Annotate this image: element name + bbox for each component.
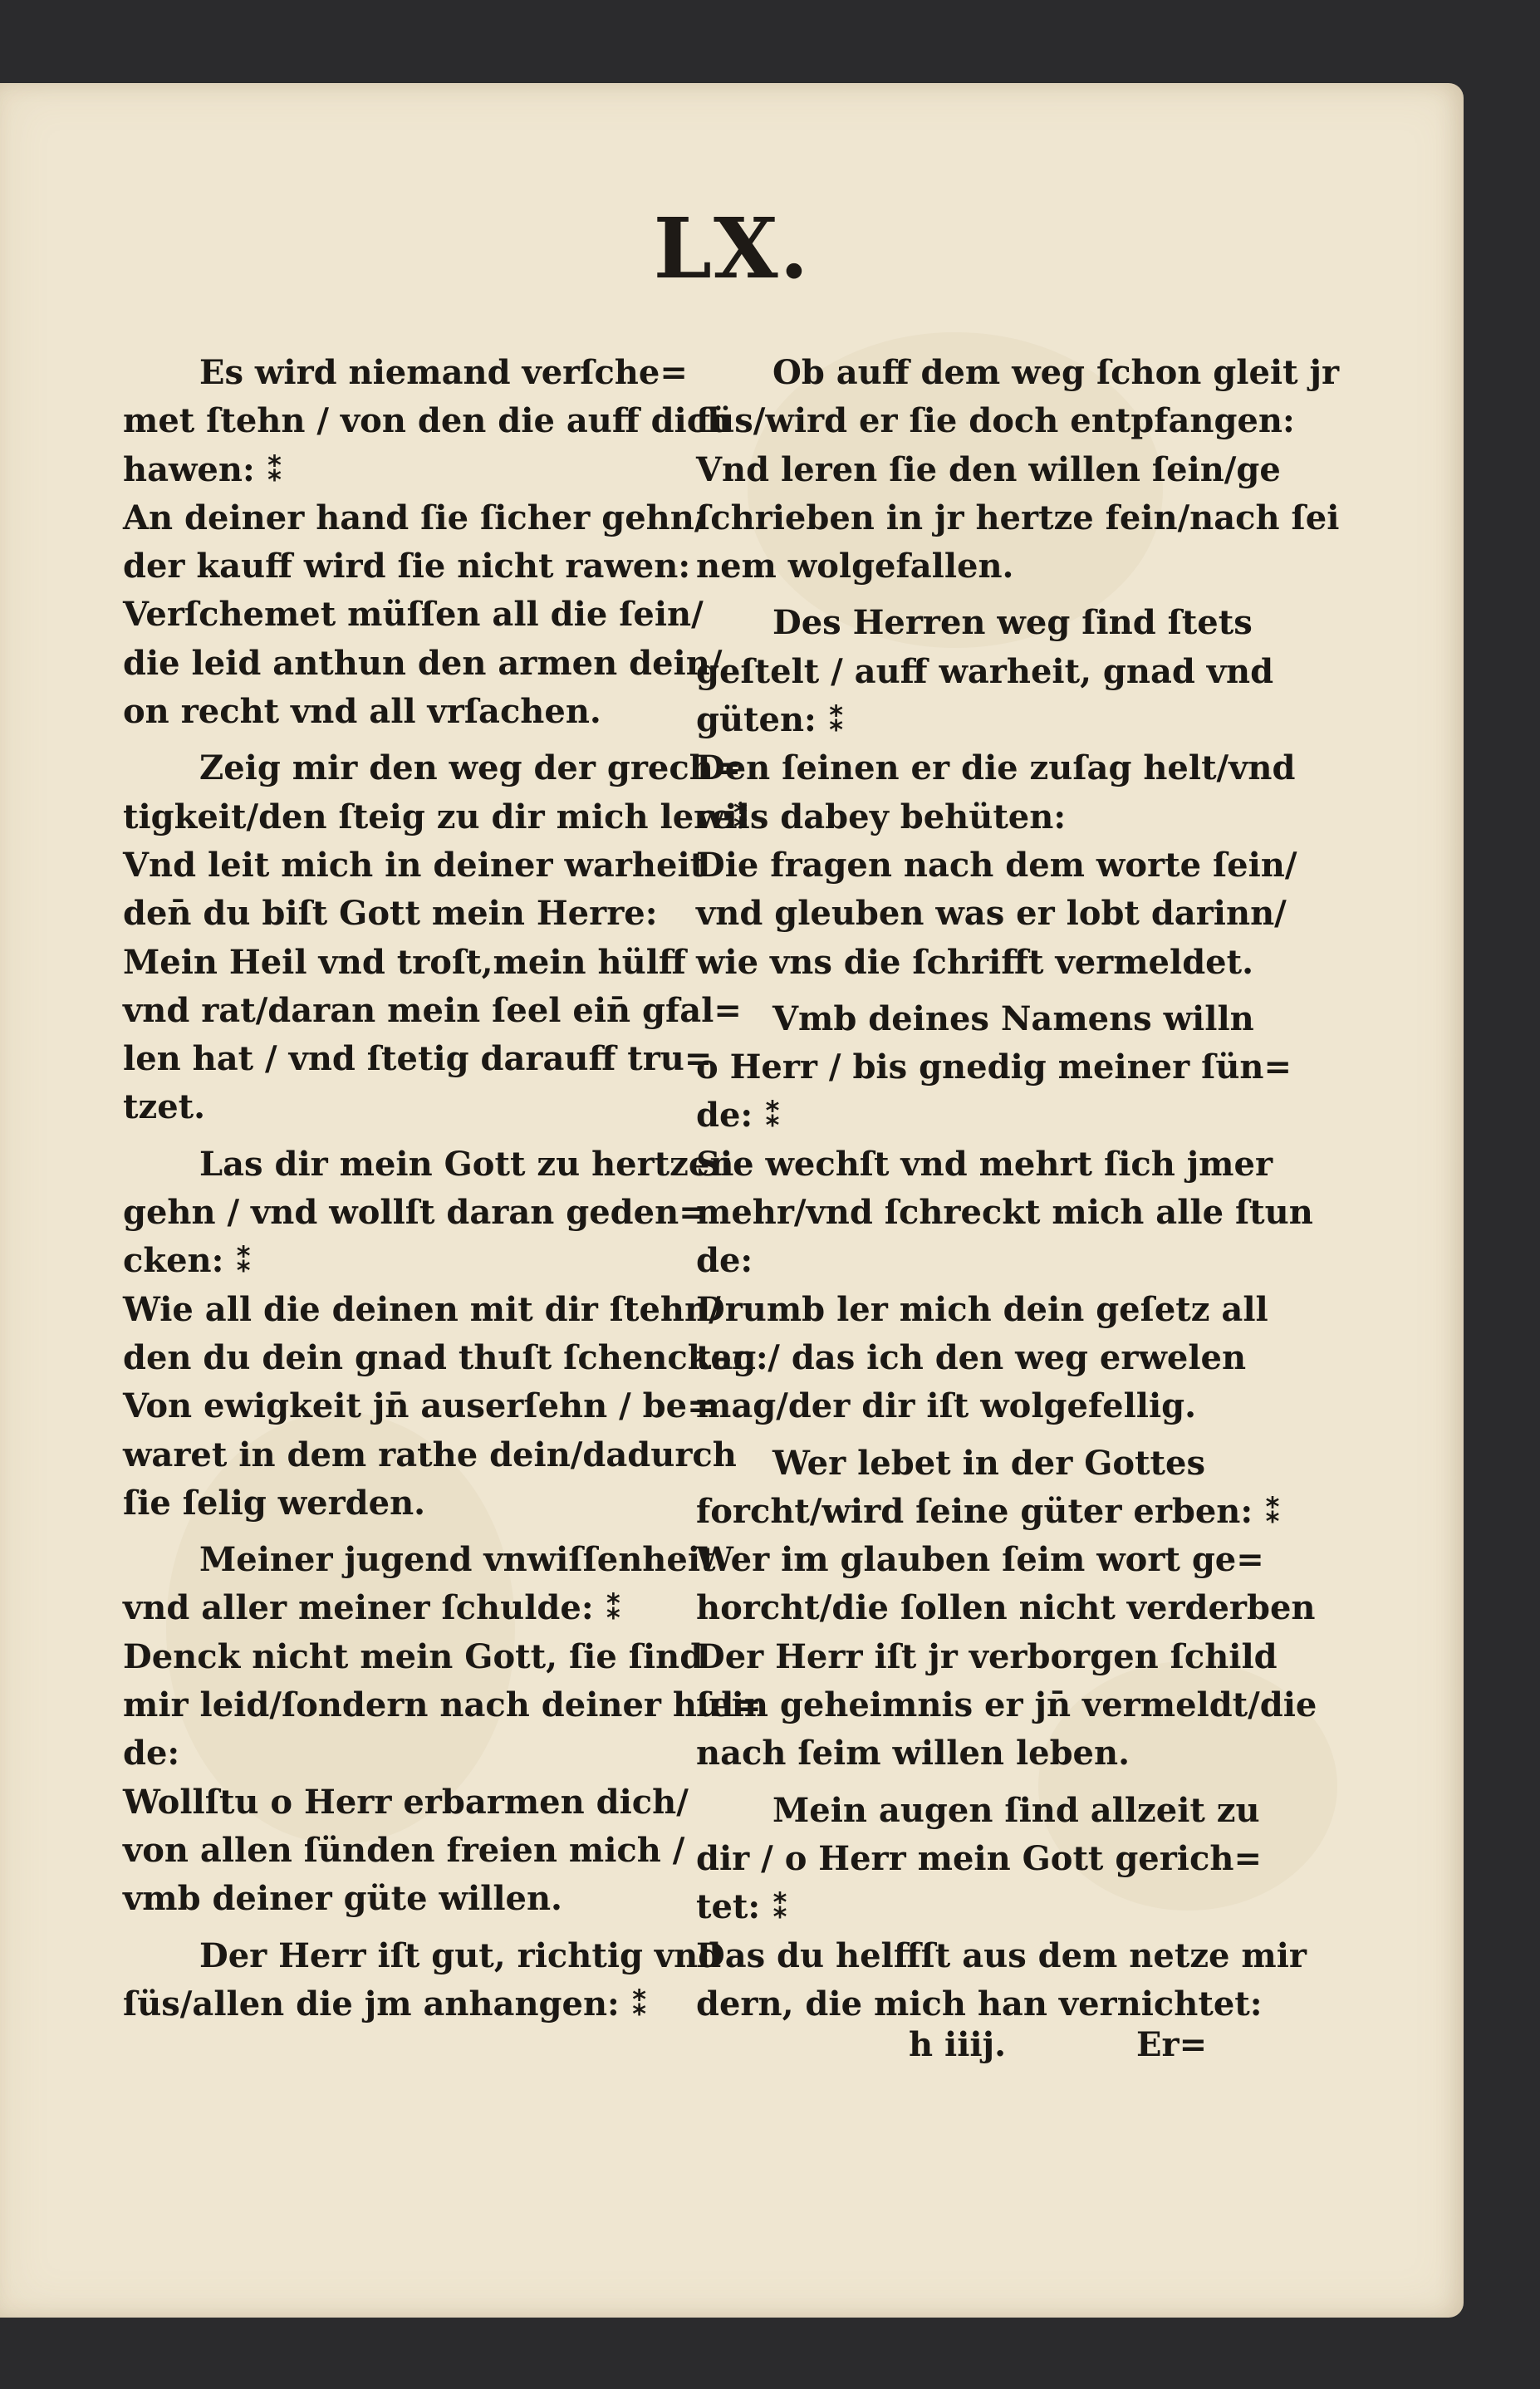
stanza [696, 1440, 1317, 1778]
text-line: nach ſeim willen leben. [696, 1734, 1130, 1773]
text-line: wils dabey behüten: [696, 797, 1067, 836]
text-line: Von ewigkeit jn̄ auserſehn / be= [123, 1386, 715, 1426]
text-line: Verſchemet müſſen all die ſein/ [123, 595, 704, 635]
text-line: o Herr / bis gnedig meiner ſün= [696, 1047, 1292, 1087]
text-line: Wollſtu o Herr erbarmen dich/ [123, 1782, 689, 1822]
text-line: Vnd leren ſie den willen ſein/ge [696, 449, 1281, 489]
stanza [123, 1141, 768, 1528]
stanza [123, 744, 750, 1131]
text-line: Wer lebet in der Gottes [772, 1443, 1205, 1483]
text-line: Wie all die deinen mit dir ſtehn/ [123, 1289, 721, 1329]
stanza [696, 599, 1297, 986]
text-line: geſtelt / auff warheit, gnad vnd [696, 651, 1274, 691]
text-line: tet: ⁑ [696, 1887, 790, 1927]
text-line: der kauff wird ſie nicht rawen: [123, 547, 691, 586]
text-line: de: ⁑ [696, 1096, 782, 1136]
text-line: die leid anthun den armen dein/ [123, 643, 723, 683]
text-line: de: [123, 1734, 180, 1773]
text-line: Des Herren weg ſind ſtets [772, 603, 1253, 643]
stanza [696, 349, 1340, 591]
text-line: hawen: ⁑ [123, 449, 284, 489]
text-line: den du dein gnad thuſt ſchencken: [123, 1337, 768, 1377]
text-line: den̄ du biſt Gott mein Herre: [123, 894, 658, 934]
text-line: Meiner jugend vnwiſſenheit [199, 1540, 716, 1580]
text-line: dir / o Herr mein Gott gerich= [696, 1838, 1262, 1878]
text-line: tzet. [123, 1087, 206, 1127]
text-line: vmb deiner güte willen. [123, 1879, 562, 1919]
text-line: forcht/wird ſeine güter erben: ⁑ [696, 1491, 1282, 1531]
text-line: on recht vnd all vrſachen. [123, 692, 601, 732]
text-line: Vmb deines Namens willn [772, 998, 1254, 1038]
text-line: Zeig mir den weg der grech= [199, 748, 742, 788]
text-line: mag/der dir iſt wolgefellig. [696, 1386, 1197, 1426]
text-line: Wer im glauben ſeim wort ge= [696, 1540, 1264, 1580]
text-line: Das du helffſt aus dem netze mir [696, 1935, 1307, 1975]
text-line: füs/wird er ſie doch entpfangen: [696, 401, 1295, 441]
text-line: Denck nicht mein Gott, ſie ſind [123, 1636, 704, 1676]
text-line: Ob auff dem weg ſchon gleit jr [772, 353, 1340, 392]
text-line: Den ſeinen er die zuſag helt/vnd [696, 748, 1296, 788]
text-line: Es wird niemand verſche= [199, 353, 688, 392]
text-line: gehn / vnd wollſt daran geden= [123, 1193, 707, 1233]
text-line: Der Herr iſt jr verborgen ſchild [696, 1636, 1278, 1676]
signature-mark: h iiij. [909, 2025, 1006, 2064]
text-line: met ſtehn / von den die auff dich [123, 401, 732, 441]
text-line: Las dir mein Gott zu hertzen [199, 1144, 734, 1184]
text-line: Sie wechſt vnd mehrt ſich jmer [696, 1144, 1273, 1184]
text-line: ſchrieben in jr hertze fein/nach ſei [696, 498, 1340, 537]
text-line: dern, die mich han vernichtet: [696, 1984, 1263, 2024]
text-line: güten: ⁑ [696, 700, 846, 740]
text-line: waret in dem rathe dein/dadurch [123, 1435, 737, 1474]
text-line: vnd gleuben was er lobt darinn/ [696, 894, 1287, 934]
text-line: horcht/die ſollen nicht verderben [696, 1588, 1316, 1628]
text-line: Der Herr iſt gut, richtig vnd [199, 1935, 722, 1975]
text-line: nem wolgefallen. [696, 547, 1014, 586]
text-line: vnd aller meiner ſchulde: ⁑ [123, 1588, 623, 1628]
text-line: cken: ⁑ [123, 1241, 253, 1281]
text-line: vnd rat/daran mein ſeel ein̄ gfal= [123, 990, 742, 1030]
text-line: An deiner hand ſie ſicher gehn/ [123, 498, 707, 537]
text-line: tag / das ich den weg erwelen [696, 1337, 1247, 1377]
text-line: tigkeit/den ſteig zu dir mich lere⁑ [123, 797, 750, 836]
text-line: Mein augen ſind allzeit zu [772, 1790, 1260, 1830]
text-line: ſüs/allen die jm anhangen: ⁑ [123, 1984, 649, 2024]
stanza [123, 349, 732, 736]
stanza [696, 995, 1313, 1431]
text-line: ſie ſelig werden. [123, 1483, 426, 1523]
text-line: Drumb ler mich dein geſetz all [696, 1289, 1268, 1329]
text-line: Mein Heil vnd troſt,mein hülff [123, 942, 686, 982]
text-line: mir leid/ſondern nach deiner hul= [123, 1685, 762, 1725]
left-column [123, 349, 768, 2037]
text-line: Die fragen nach dem worte ſein/ [696, 845, 1297, 885]
right-column [696, 349, 1340, 2037]
text-line: Vnd leit mich in deiner warheit [123, 845, 706, 885]
text-line: mehr/vnd ſchreckt mich alle ſtun [696, 1193, 1313, 1233]
text-line: de: [696, 1241, 753, 1281]
text-line: von allen ſünden freien mich / [123, 1830, 685, 1870]
folio-number: LX. [653, 199, 811, 297]
stanza [696, 1787, 1307, 2028]
text-line: wie vns die ſchrifft vermeldet. [696, 942, 1254, 982]
book-page [0, 83, 1464, 2318]
text-line: ſein geheimnis er jn̄ vermeldt/die [696, 1685, 1317, 1725]
catchword: Er= [1136, 2025, 1208, 2064]
stanza [123, 1932, 722, 2029]
text-line: len hat / vnd ſtetig darauff tru= [123, 1039, 713, 1079]
